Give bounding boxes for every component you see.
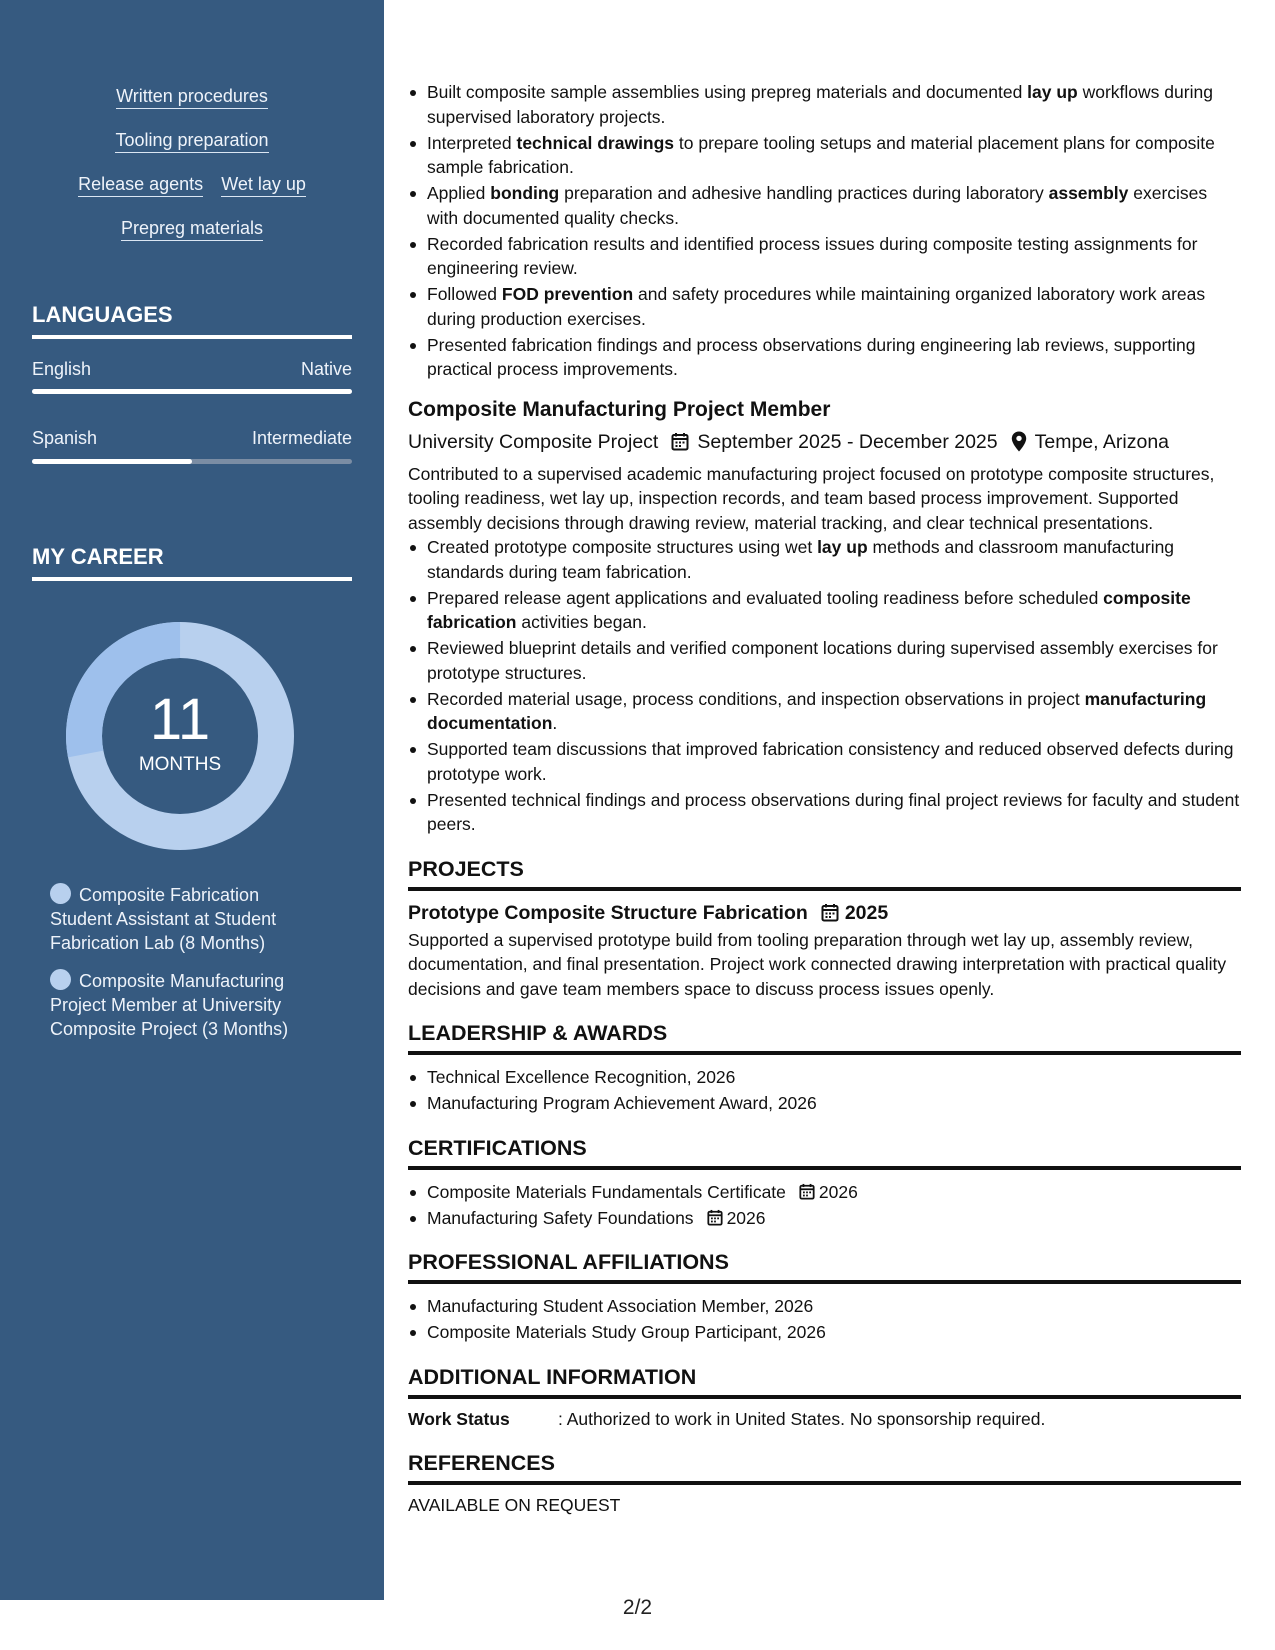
list-item (408, 1206, 1241, 1231)
certification-row (427, 1206, 1241, 1231)
job-meta (408, 428, 1241, 456)
additional-info-heading: ADDITIONAL INFORMATION (408, 1363, 1241, 1399)
language-bar (32, 389, 352, 394)
certification-name: Composite Materials Fundamentals Certificate (427, 1181, 786, 1202)
work-status-label: Work Status (408, 1408, 510, 1429)
bullet-text: preparation and adhesive handling practices during laboratory (559, 183, 1049, 203)
skill-row (32, 130, 352, 153)
bullet-text: Presented fabrication findings and process observations during engineering lab reviews, supporting practical process improvements. (427, 334, 1196, 379)
project-name: Prototype Composite Structure Fabrication (408, 901, 808, 924)
bullet-text: . (552, 713, 558, 733)
list-item (408, 788, 1241, 837)
list-item (408, 687, 1241, 736)
language-bar-fill (32, 389, 352, 394)
skill-tag: Tooling preparation (115, 130, 268, 153)
list-item (408, 282, 1241, 331)
projects-heading: PROJECTS (408, 855, 1241, 891)
bullet-text: to prepare tooling setups and material placement plans for composite sample fabrication. (427, 132, 1215, 177)
list-item: Composite Materials Study Group Participant, 2026 (408, 1320, 1241, 1345)
bullet-text: and safety procedures while maintaining organized laboratory work areas during production exercises. (427, 284, 1206, 329)
bullet-text: methods and classroom manufacturing standards during team fabrication. (427, 537, 1175, 582)
list-item (408, 636, 1241, 685)
career-item (50, 883, 320, 955)
career-item (50, 969, 320, 1041)
bullet-text: Supported team discussions that improved fabrication consistency and reduced observed defects during prototype work. (427, 739, 1234, 784)
project-year: 2025 (844, 901, 889, 924)
list-item (408, 535, 1241, 584)
bullet-text: Built composite sample assemblies using prepreg materials and documented (427, 82, 1028, 102)
language-row (32, 428, 352, 449)
job-title: Composite Manufacturing Project Member (408, 397, 831, 421)
bullet-text: exercises with documented quality checks. (427, 183, 1208, 228)
language-level: Native (300, 359, 352, 379)
language-name: Spanish (32, 428, 98, 448)
career-dot-icon (50, 969, 71, 990)
affiliations-list (408, 1294, 1241, 1345)
bold-keyword: composite fabrication (427, 587, 1191, 632)
career-total-months: 11 (149, 687, 211, 752)
bold-keyword: lay up (817, 537, 868, 557)
references-text: AVAILABLE ON REQUEST (408, 1495, 621, 1515)
languages-heading: LANGUAGES (32, 302, 352, 339)
bullet-text: Reviewed blueprint details and verified component locations during supervised assembly exercises for prototype structures. (427, 638, 1218, 683)
work-status-row (408, 1407, 1241, 1432)
project-title (408, 900, 1241, 926)
list-item (408, 333, 1241, 382)
bold-keyword: bonding (490, 183, 560, 203)
affiliations-heading: PROFESSIONAL AFFILIATIONS (408, 1248, 1241, 1284)
list-item (408, 1180, 1241, 1205)
career-list (50, 883, 320, 1055)
calendar-icon (821, 903, 839, 922)
language-name: English (32, 359, 92, 379)
job2-bullet-list (408, 535, 1241, 837)
list-item (408, 586, 1241, 635)
calendar-icon (799, 1183, 815, 1200)
list-item (408, 181, 1241, 230)
certifications-list (408, 1180, 1241, 1231)
list-item: Technical Excellence Recognition, 2026 (408, 1065, 1241, 1090)
certification-year: 2026 (726, 1207, 766, 1228)
list-item (408, 80, 1241, 129)
bullet-text: activities began. (516, 612, 647, 632)
language-row (32, 359, 352, 380)
skill-tag: Prepreg materials (121, 218, 263, 241)
skill-tag: Written procedures (116, 86, 268, 109)
bullet-text: Presented technical findings and process observations during final project reviews for faculty and student peers. (427, 789, 1240, 834)
bold-keyword: assembly (1048, 183, 1129, 203)
bullet-text: Created prototype composite structures using wet (427, 537, 818, 557)
leadership-heading: LEADERSHIP & AWARDS (408, 1019, 1241, 1055)
job-summary: Contributed to a supervised academic manufacturing project focused on prototype composite structures, tooling readiness, wet lay up, inspection records, and team based process improvement. Supported assembly decisions through drawing review, material tracking, and clear technical presentations. (408, 463, 1215, 533)
skills-list (32, 86, 352, 262)
bold-keyword: lay up (1027, 82, 1078, 102)
bullet-text: Followed (427, 284, 502, 304)
skill-row (32, 218, 352, 241)
sidebar (0, 0, 384, 1600)
skill-tag: Wet lay up (221, 174, 306, 197)
list-item: Manufacturing Student Association Member, 2026 (408, 1294, 1241, 1319)
career-dot-icon (50, 883, 71, 904)
calendar-icon (671, 432, 689, 451)
language-bar-fill (32, 459, 192, 464)
career-item-text: Composite Manufacturing Project Member at University Composite Project (3 Months) (50, 971, 289, 1039)
bold-keyword: technical drawings (516, 132, 675, 153)
job-dates: September 2025 - December 2025 (697, 430, 998, 453)
list-item (408, 737, 1241, 786)
list-item (408, 232, 1241, 281)
work-status-value: : Authorized to work in United States. No sponsorship required. (558, 1408, 1046, 1429)
career-item-text: Composite Fabrication Student Assistant at Student Fabrication Lab (8 Months) (50, 885, 277, 953)
bullet-text: workflows during supervised laboratory projects. (427, 82, 1213, 127)
certification-year: 2026 (818, 1181, 858, 1202)
bold-keyword: manufacturing documentation (427, 688, 1207, 733)
leadership-list (408, 1065, 1241, 1116)
main-content (408, 80, 1241, 1518)
skill-row (32, 86, 352, 109)
bullet-text: Interpreted (427, 132, 517, 153)
job-org: University Composite Project (408, 430, 659, 453)
career-total-unit: MONTHS (138, 754, 222, 775)
language-level: Intermediate (251, 428, 352, 448)
skill-row (32, 174, 352, 197)
bullet-text: Applied (427, 183, 491, 203)
bullet-text: Recorded fabrication results and identified process issues during composite testing assignments for engineering review. (427, 233, 1198, 278)
page-number: 2/2 (622, 1596, 653, 1619)
language-bar (32, 459, 352, 464)
references-heading: REFERENCES (408, 1449, 1241, 1485)
certification-name: Manufacturing Safety Foundations (427, 1207, 694, 1228)
list-item (408, 131, 1241, 180)
job-location: Tempe, Arizona (1034, 430, 1170, 453)
calendar-icon (707, 1209, 723, 1226)
bullet-text: Recorded material usage, process conditions, and inspection observations in project (427, 688, 1085, 709)
skill-tag: Release agents (78, 174, 203, 197)
bullet-text: Prepared release agent applications and evaluated tooling readiness before scheduled (427, 587, 1104, 608)
list-item: Manufacturing Program Achievement Award, 2026 (408, 1091, 1241, 1116)
certifications-heading: CERTIFICATIONS (408, 1134, 1241, 1170)
career-heading: MY CAREER (32, 544, 352, 581)
job1-bullet-list (408, 80, 1241, 382)
bold-keyword: FOD prevention (501, 284, 634, 304)
location-pin-icon (1011, 431, 1027, 452)
project-description: Supported a supervised prototype build from tooling preparation through wet lay up, assembly review, documentation, and final presentation. Project work connected drawing interpretation with practical quality decisions and gave team members space to discuss process issues openly. (408, 929, 1227, 999)
certification-row (427, 1180, 1241, 1205)
